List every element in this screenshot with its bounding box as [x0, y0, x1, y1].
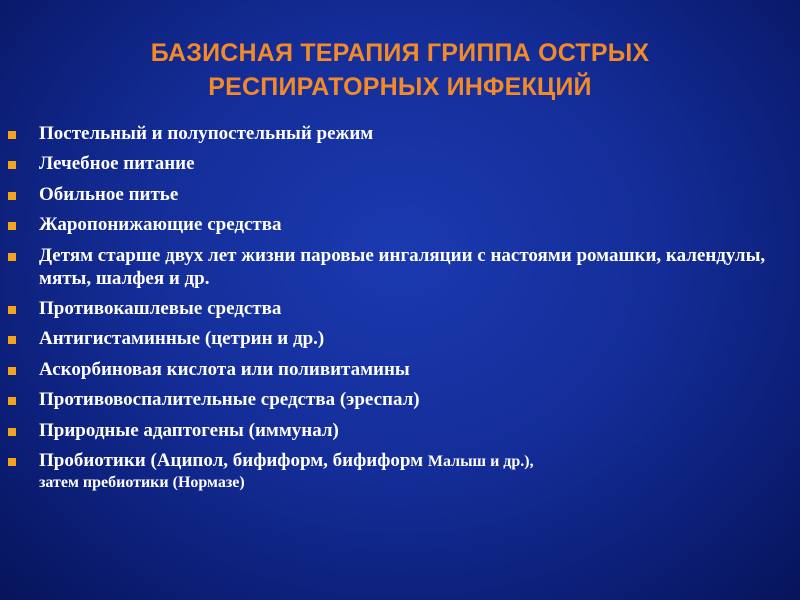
square-bullet-icon — [8, 367, 16, 375]
list-item — [8, 358, 788, 381]
square-bullet-icon — [8, 306, 16, 314]
list-item-small-text: Малыш и др.), — [427, 452, 534, 470]
list-item — [8, 244, 788, 290]
list-item-text: Обильное питье — [39, 183, 179, 205]
list-item-probiotics — [8, 449, 788, 493]
slide-title-line-1: БАЗИСНАЯ ТЕРАПИЯ ГРИППА ОСТРЫХ — [150, 39, 650, 67]
square-bullet-icon — [8, 397, 16, 405]
list-item — [8, 327, 788, 350]
list-item-text: Противокашлевые средства — [39, 297, 282, 319]
square-bullet-icon — [8, 131, 16, 139]
square-bullet-icon — [8, 428, 16, 436]
list-item — [8, 297, 788, 320]
square-bullet-icon — [8, 192, 16, 200]
list-item-text: Природные адаптогены (иммунал) — [39, 419, 339, 441]
slide-title — [60, 36, 740, 104]
therapy-list — [8, 122, 788, 500]
list-item-text: Аскорбиновая кислота или поливитамины — [39, 358, 410, 380]
list-item-text: Жаропонижающие средства — [39, 214, 282, 236]
list-item-text: Детям старше двух лет жизни паровые ингаляции с настоями ромашки, календулы, мяты, шалфея и др. — [39, 244, 766, 289]
square-bullet-icon — [8, 458, 16, 466]
slide-title-line-2: РЕСПИРАТОРНЫХ ИНФЕКЦИЙ — [208, 73, 592, 101]
list-item-text: Пробиотики (Аципол, бифиформ, бифиформ — [39, 449, 428, 471]
list-item-text: Антигистаминные (цетрин и др.) — [39, 328, 325, 350]
square-bullet-icon — [8, 161, 16, 169]
list-item — [8, 152, 788, 175]
list-item — [8, 419, 788, 442]
square-bullet-icon — [8, 336, 16, 344]
list-item-subtext: затем пребиотики (Нормазе) — [39, 473, 245, 491]
list-item — [8, 213, 788, 236]
list-item-text: Противовоспалительные средства (эреспал) — [39, 389, 420, 411]
list-item — [8, 183, 788, 206]
list-item-text: Лечебное питание — [39, 153, 195, 175]
list-item-text: Постельный и полупостельный режим — [39, 123, 374, 144]
list-item — [8, 122, 788, 145]
list-item — [8, 388, 788, 411]
square-bullet-icon — [8, 222, 16, 230]
square-bullet-icon — [8, 253, 16, 261]
